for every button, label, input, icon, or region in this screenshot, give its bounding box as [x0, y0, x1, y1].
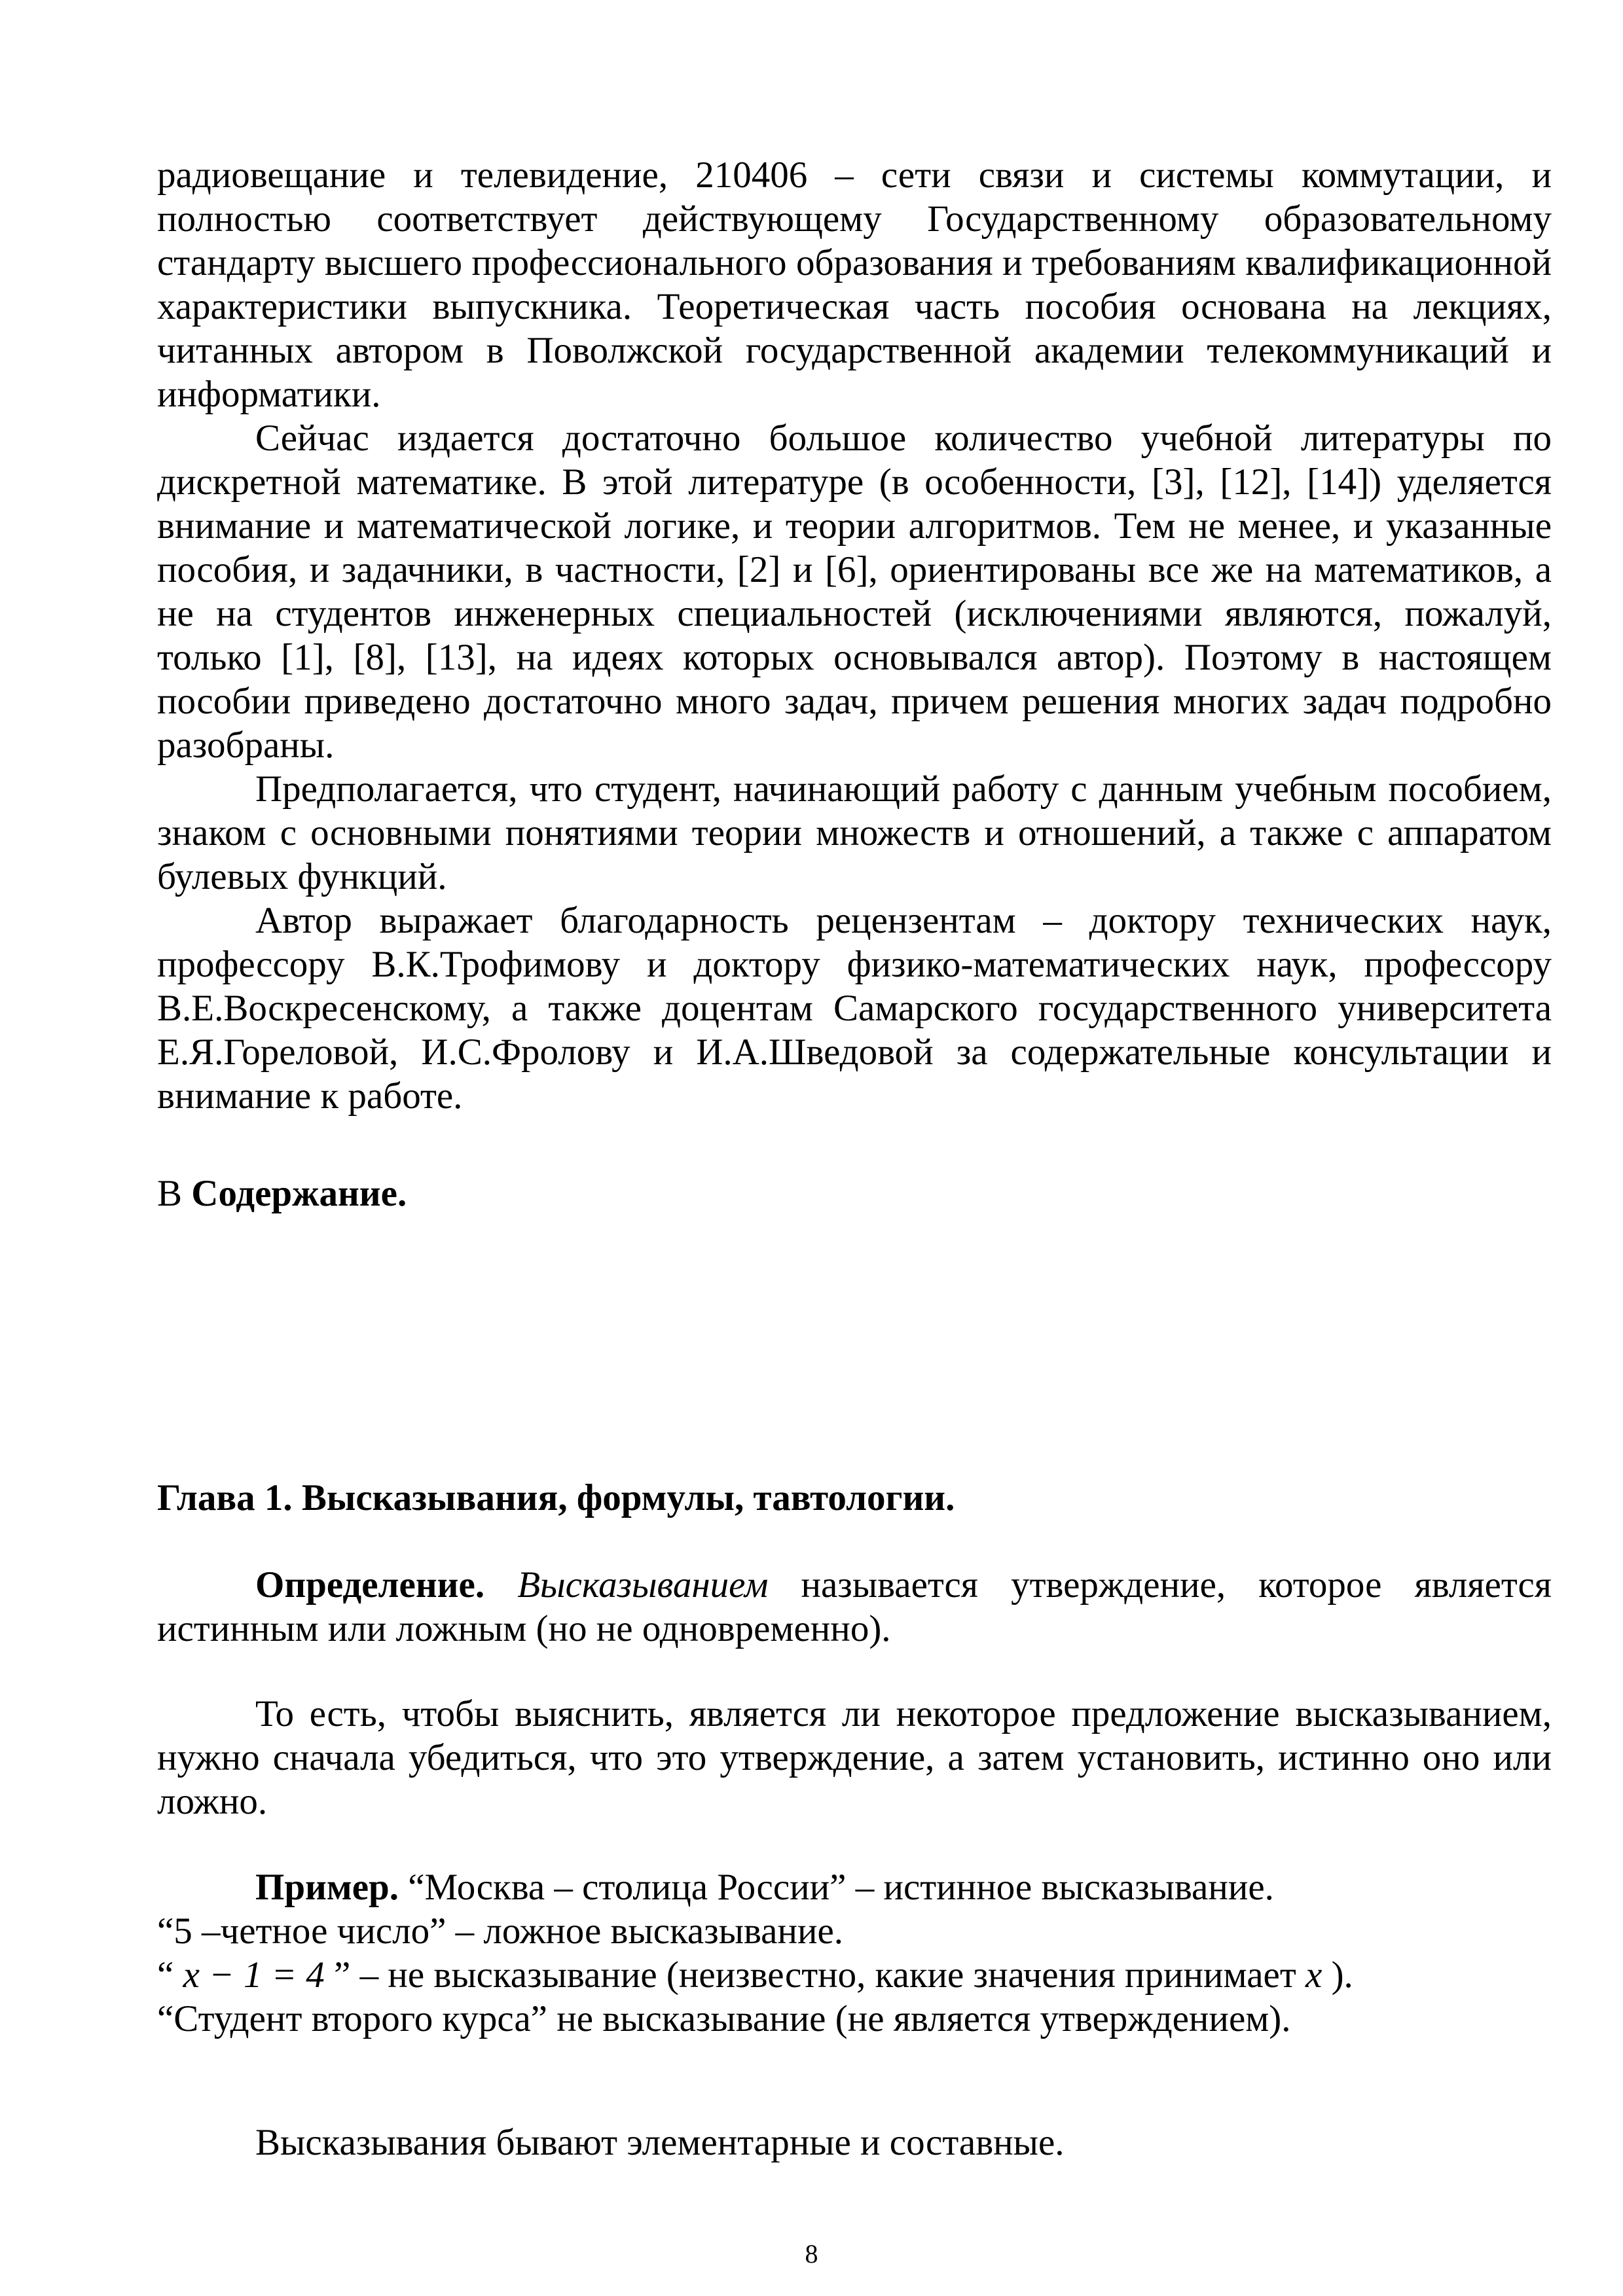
definition-term: Высказыванием	[517, 1564, 769, 1605]
math-variable: x	[1305, 1954, 1322, 1996]
definition-section	[157, 1563, 1552, 1651]
closing-section	[157, 2121, 1552, 2164]
intro-paragraph-1: радиовещание и телевидение, 210406 – сети связи и системы коммутации, и полностью соответствует действующему Государственному образовательному стандарту высшего профессионального образования и требованиям квалификационной характеристики выпускника. Теоретическая часть пособия основана на лекциях, читанных автором в Поволжской государственной академии телекоммуникаций и информатики.	[157, 154, 1552, 415]
intro-paragraph-4: Автор выражает благодарность рецензентам – доктору технических наук, профессору В.К.Трофимову и доктору физико-математических наук, профессору В.Е.Воскресенскому, а также доцентам Самарского государственного университета Е.Я.Гореловой, И.С.Фролову и И.А.Шведовой за содержательные консультации и внимание к работе.	[157, 900, 1552, 1117]
definition-label: Определение.	[255, 1564, 485, 1605]
chapter-heading	[157, 1476, 1552, 1520]
example-line-1: Пример. “Москва – столица России” – истинное высказывание.	[255, 1867, 1274, 1908]
explanation-section	[157, 1692, 1552, 1823]
page-number: 8	[805, 2239, 818, 2269]
explanation-paragraph: То есть, чтобы выяснить, является ли некоторое предложение высказыванием, нужно сначала убедиться, что это утверждение, а затем установить, истинно оно или ложно.	[157, 1693, 1552, 1822]
intro-paragraph-2: Сейчас издается достаточно большое количество учебной литературы по дискретной математике. В этой литературе (в особенности, [3], [12], [14]) уделяется внимание и математической логике, и теории алгоритмов. Тем не менее, и указанные пособия, и задачники, в частности, [2] и [6], ориентированы все же на математиков, а не на студентов инженерных специальностей (исключениями являются, пожалуй, только [1], [8], [13], на идеях которых основывался автор). Поэтому в настоящем пособии приведено достаточно много задач, причем решения многих задач подробно разобраны.	[157, 418, 1552, 766]
math-expression: x − 1 = 4	[183, 1954, 325, 1996]
chapter-title: Глава 1. Высказывания, формулы, тавтологии.	[157, 1477, 955, 1518]
contents-link[interactable]: Содержание.	[191, 1173, 407, 1214]
contents-prefix: В	[157, 1173, 192, 1214]
example-line-4: “Студент второго курса” не высказывание (не является утверждением).	[157, 1998, 1291, 2039]
example-section	[157, 1865, 1552, 2041]
example-line-2: “5 –четное число” – ложное высказывание.	[157, 1910, 844, 1952]
intro-paragraph-3: Предполагается, что студент, начинающий работу с данным учебным пособием, знаком с основными понятиями теории множеств и отношений, а также с аппаратом булевых функций.	[157, 768, 1552, 897]
intro-section	[157, 153, 1552, 1118]
example-label: Пример.	[255, 1867, 399, 1908]
example-line-3: “ x − 1 = 4 ” – не высказывание (неизвестно, какие значения принимает x ).	[157, 1954, 1353, 1996]
definition-text: называется утверждение, которое является истинным или ложным (но не одновременно).	[157, 1564, 1552, 1649]
closing-paragraph: Высказывания бывают элементарные и составные.	[255, 2122, 1065, 2163]
definition-paragraph	[157, 1563, 1552, 1651]
contents-link-line	[157, 1172, 1552, 1215]
